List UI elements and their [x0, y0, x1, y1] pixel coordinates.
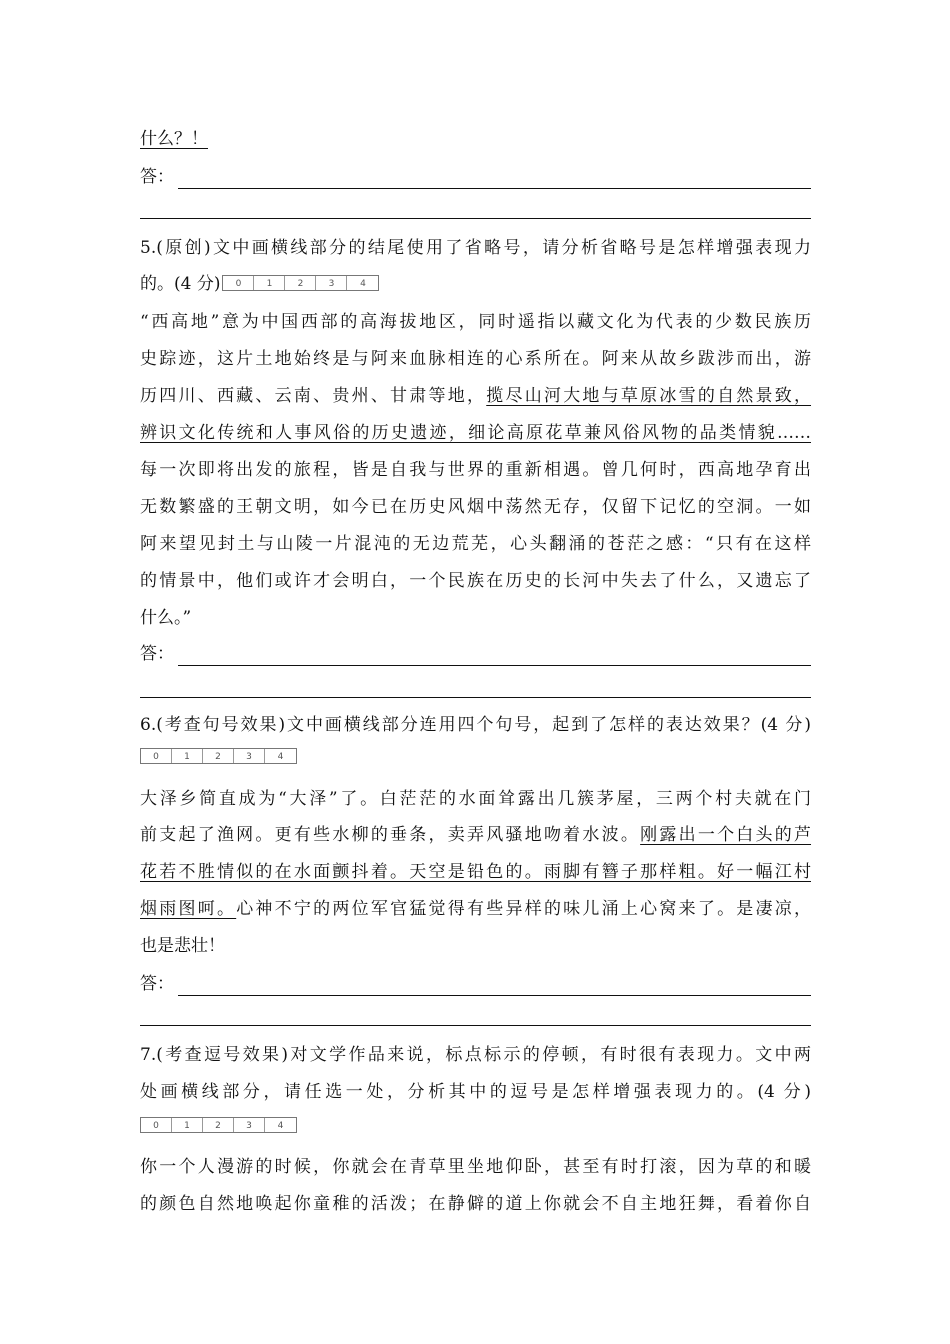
score-4[interactable]: 4: [277, 1121, 284, 1131]
q6-answer-rule-2[interactable]: [140, 1025, 811, 1026]
q5-passage-line-1: “西高地”意为中国西部的高海拔地区，同时遥指以藏文化为代表的少数民族历: [140, 312, 811, 332]
q6-score-row: [140, 748, 811, 768]
q5-passage-line-2: 史踪迹，这片土地始终是与阿来血脉相连的心系所在。阿来从故乡跋涉而出，游: [140, 349, 811, 369]
q6-answer-line[interactable]: [140, 972, 811, 996]
answer-rule: [178, 172, 811, 189]
q6-underlined-part-2: 花若不胜情似的在水面颤抖着。天空是铅色的。雨脚有簪子那样粗。好一幅江村: [140, 862, 811, 882]
score-0[interactable]: 0: [223, 276, 254, 290]
answer-label: 答：: [140, 167, 174, 187]
q7-passage-line-1: 你一个人漫游的时候，你就会在青草里坐地仰卧，甚至有时打滚，因为草的和暖: [140, 1157, 811, 1177]
q5-passage-line-6: 无数繁盛的王朝文明，如今已在历史风烟中荡然无存，仅留下记忆的空洞。一如: [140, 497, 811, 517]
q6-score-box[interactable]: [140, 748, 297, 764]
q5-answer-line[interactable]: [140, 642, 811, 666]
score-3[interactable]: 3: [316, 276, 347, 290]
q5-underlined-part-2: 辨识文化传统和人事风俗的历史遗迹，细论高原花草兼风俗风物的品类情貌……: [140, 423, 811, 443]
q6-passage-line-1: 大泽乡简直成为“大泽”了。白茫茫的水面耸露出几簇茅屋，三两个村夫就在门: [140, 789, 811, 809]
q6-title: 6.(考查句号效果)文中画横线部分连用四个句号，起到了怎样的表达效果？(4 分): [140, 715, 811, 735]
score-0[interactable]: 0: [141, 1118, 172, 1132]
q5-passage-line-5: 每一次即将出发的旅程，皆是自我与世界的重新相遇。曾几何时，西高地孕育出: [140, 460, 811, 480]
q6-passage-line-4-plain: 心神不宁的两位军官猛觉得有些异样的味儿涌上心窝来了。是凄凉，: [236, 899, 812, 919]
q6-underlined-part-1: 刚露出一个白头的芦: [640, 825, 812, 845]
prev-paragraph-tail: 什么？！: [140, 129, 208, 149]
score-1[interactable]: 1: [172, 1118, 203, 1132]
answer-label: 答：: [140, 644, 174, 664]
answer-line[interactable]: [140, 165, 811, 189]
score-0[interactable]: 0: [141, 749, 172, 763]
q5-title-end: 的。(4 分): [140, 274, 221, 294]
answer-rule: [178, 979, 811, 996]
q7-score-row: [140, 1117, 811, 1137]
q6-underlined-part-3: 烟雨图呵。: [140, 899, 237, 919]
score-1[interactable]: 1: [254, 276, 285, 290]
score-2[interactable]: 2: [203, 749, 234, 763]
score-3[interactable]: 3: [234, 749, 265, 763]
score-3[interactable]: 3: [234, 1118, 265, 1132]
score-2[interactable]: 2: [285, 276, 316, 290]
q6-passage-line-2: [140, 823, 811, 847]
q7-passage-line-2: 的颜色自然地唤起你童稚的活泼；在静僻的道上你就会不自主地狂舞，看着你自: [140, 1194, 811, 1214]
q7-title-line-1: 7.(考查逗号效果)对文学作品来说，标点标示的停顿，有时很有表现力。文中两: [140, 1045, 811, 1065]
q5-underlined-part-1: 揽尽山河大地与草原冰雪的自然景致，: [486, 386, 812, 406]
q5-title-line-1: 5.(原创)文中画横线部分的结尾使用了省略号，请分析省略号是怎样增强表现力: [140, 238, 811, 258]
q6-passage-line-5: 也是悲壮！: [140, 936, 225, 956]
score-1[interactable]: 1: [172, 749, 203, 763]
q5-answer-rule-2[interactable]: [140, 697, 811, 698]
q6-passage-line-2-plain: 前支起了渔网。更有些水柳的垂条，卖弄风骚地吻着水波。: [140, 825, 641, 845]
q5-passage-line-3: [140, 384, 811, 408]
score-4[interactable]: 4: [277, 752, 284, 762]
q7-title-line-2: 处画横线部分，请任选一处，分析其中的逗号是怎样增强表现力的。(4 分): [140, 1082, 811, 1102]
q5-passage-line-8: 的情景中，他们或许才会明白，一个民族在历史的长河中失去了什么，又遗忘了: [140, 571, 811, 591]
q5-score-box[interactable]: [222, 275, 379, 291]
q5-passage-line-9: 什么。”: [140, 608, 192, 628]
answer-rule: [178, 649, 811, 666]
q6-passage-line-4: [140, 897, 811, 921]
q5-passage-line-3-plain: 历四川、西藏、云南、贵州、甘肃等地，: [140, 386, 487, 406]
q5-title-line-2: [140, 272, 811, 296]
q5-passage-line-7: 阿来望见封土与山陵一片混沌的无边荒芜，心头翻涌的苍茫之感：“只有在这样: [140, 534, 811, 554]
score-4[interactable]: 4: [360, 278, 366, 289]
q7-score-box[interactable]: [140, 1117, 297, 1133]
score-2[interactable]: 2: [203, 1118, 234, 1132]
answer-rule-2[interactable]: [140, 218, 811, 219]
answer-label: 答：: [140, 974, 174, 994]
